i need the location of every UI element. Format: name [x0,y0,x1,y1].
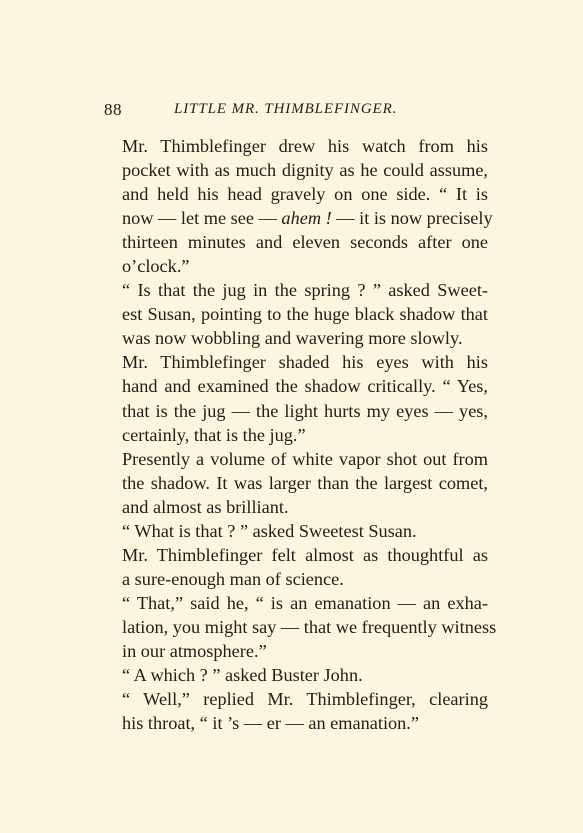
running-head: LITTLE MR. THIMBLEFINGER. [174,101,398,117]
text-line: his throat, “ it ’s — er — an emanation.” [122,713,419,734]
text-line [104,206,493,230]
paragraph [104,663,488,687]
text-line: Mr. Thimblefinger felt almost as thoughtful as [122,544,488,565]
page-number: 88 [104,100,122,119]
text-line: that is the jug — the light hurts my eyes — yes, [122,400,488,421]
text-line: “ That,” said he, “ is an emanation — an exha- [122,592,488,613]
text-line: and held his head gravely on one side. “ It is [122,184,488,205]
text-line: thirteen minutes and eleven seconds after one [122,232,488,253]
text-line: “ Is that the jug in the spring ? ” asked Sweet- [122,280,488,301]
paragraph [104,543,488,591]
text-line: lation, you might say — that we frequently witness [122,616,497,637]
paragraph [104,519,488,543]
text-line: pocket with as much dignity as he could assume, [122,160,488,181]
paragraph [104,591,497,663]
text-line: o’clock.” [122,256,190,277]
text-line: Presently a volume of white vapor shot out from [122,448,488,469]
italic-text: ahem ! [281,208,332,229]
text-line: the shadow. It was larger than the largest comet, [122,472,488,493]
text-line: Mr. Thimblefinger shaded his eyes with his [122,352,488,373]
paragraph [104,350,488,446]
text-segment: now — let me see — [122,208,282,229]
text-line: a sure-enough man of science. [122,568,344,589]
text-line: “ A which ? ” asked Buster John. [122,665,363,686]
paragraph [104,687,488,735]
text-line: and almost as brilliant. [122,496,289,517]
text-line: hand and examined the shadow critically. “ Yes, [122,376,488,397]
text-line: in our atmosphere.” [122,640,267,661]
text-segment: — it is now precisely [331,208,493,229]
text-line: est Susan, pointing to the huge black shadow that [122,304,488,325]
text-line: Mr. Thimblefinger drew his watch from his [122,136,488,156]
paragraph [104,447,488,519]
text-line: “ Well,” replied Mr. Thimblefinger, clearing [122,689,488,710]
body-text [104,134,497,735]
paragraph [104,134,493,278]
paragraph [104,278,488,350]
page-header [104,100,484,124]
text-line: was now wobbling and wavering more slowly. [122,328,463,349]
text-line: “ What is that ? ” asked Sweetest Susan. [122,520,417,541]
text-line: certainly, that is the jug.” [122,424,306,445]
